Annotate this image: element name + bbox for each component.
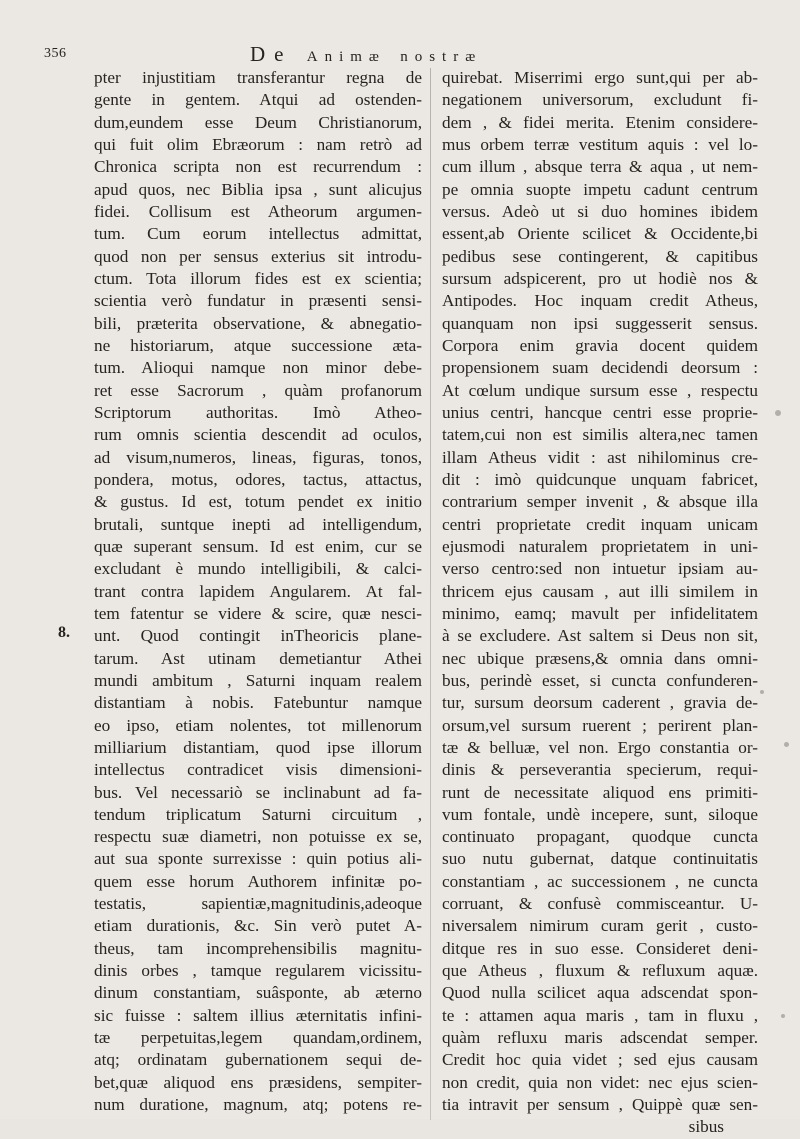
left-column-line: ctum. Tota illorum fides est ex scientia;	[94, 268, 422, 288]
left-column-line: tum. Cum eorum intellectus admittat,	[94, 224, 422, 244]
right-column-line: Antipodes. Hoc inquam credit Atheus,	[442, 291, 758, 311]
left-text-column	[94, 67, 422, 1116]
left-column-line: & gustus. Id est, totum pendet ex initio	[94, 492, 422, 512]
marginal-note: 8.	[58, 624, 70, 641]
left-column-line: dinis orbes , tamque regularem vicissitu-	[94, 961, 422, 981]
right-column-line: verso centro:sed non intuetur ipsiam au-	[442, 559, 758, 579]
left-column-line: rum omnis scientia descendit ad oculos,	[94, 425, 422, 445]
right-column-line: At cœlum undique sursum esse , respectu	[442, 380, 758, 400]
right-column-line: mus orbem terræ vestitum aquis : vel lo-	[442, 134, 758, 154]
left-column-line: quæ superant sensum. Id est enim, cur se	[94, 536, 422, 556]
running-head-part-2: Animæ	[306, 49, 386, 65]
running-head-part-1: De	[250, 42, 293, 66]
left-column-line: bili, præterita observatione, & abnegatio-	[94, 313, 422, 333]
left-column-line: sic fuisse : saltem illius æternitatis infini-	[94, 1005, 422, 1025]
right-column-line: illam Atheus vidit : ast nihilominus cre-	[442, 447, 758, 467]
right-column-line: dinis & perseverantia specierum, requi-	[442, 760, 758, 780]
left-column-line: quem esse horum Authorem infinitæ po-	[94, 871, 422, 891]
paper-speck	[760, 690, 764, 694]
left-column-line: aut sua sponte surrexisse : quin potius ali-	[94, 849, 422, 869]
right-column-line: versus. Adeò ut si duo homines ibidem	[442, 201, 758, 221]
left-column-line: trant contra lapidem Angularem. At fal-	[94, 581, 422, 601]
left-column-line: apud quos, nec Biblia ipsa , sunt alicujus	[94, 179, 422, 199]
right-column-line: minimo, eamq; mavult per infidelitatem	[442, 603, 758, 623]
left-column-line: unt. Quod contingit inTheoricis plane-	[94, 626, 422, 646]
paper-speck	[775, 410, 781, 416]
left-column-line: bet,quæ aliquod ens præsidens, sempiter-	[94, 1072, 422, 1092]
left-column-line: milliarium distantiam, quod ipse illorum	[94, 737, 422, 757]
left-column-line: respectu suæ diametri, non potuisse ex se,	[94, 827, 422, 847]
right-column-line: essent,ab Oriente scilicet & Occidente,bi	[442, 224, 758, 244]
right-column-line: ejusmodi naturalem proprietatem in uni-	[442, 536, 758, 556]
left-column-line: bus. Vel necessariò se inclinabunt ad fa-	[94, 782, 422, 802]
right-column-line: constantiam , ac successionem , ne cuncta	[442, 871, 758, 891]
left-column-line: pter injustitiam transferantur regna de	[94, 68, 422, 87]
right-column-line: cum illum , absque terra & aqua , ut nem-	[442, 157, 758, 177]
paper-speck	[784, 742, 789, 747]
running-head	[250, 42, 482, 67]
left-column-line: eo ipso, etiam nolentes, tot millenorum	[94, 715, 422, 735]
left-column-line: tendum triplicatum Saturni circuitum ,	[94, 804, 422, 824]
left-column-line: fidei. Collisum est Atheorum argumen-	[94, 201, 422, 221]
left-column-line: atq; ordinatam gubernationem sequi de-	[94, 1050, 422, 1070]
right-column-line: suo nutu gubernat, datque continuitatis	[442, 849, 758, 869]
right-column-line: quàm refluxu maris adscendat semper.	[442, 1028, 758, 1048]
left-column-line: brutali, suntque inepti ad intelligendum,	[94, 514, 422, 534]
left-column-line: mundi ambitum , Saturni inquam realem	[94, 670, 422, 690]
left-column-line: ret esse Sacrorum , quàm profanorum	[94, 380, 422, 400]
running-head-part-3: nostræ	[400, 49, 483, 65]
left-column-line: tem fatentur se videre & scire, quæ nesci-	[94, 603, 422, 623]
right-column-line: ditque res in suo esse. Consideret deni-	[442, 938, 758, 958]
right-column-line: sursum adspicerent, pro ut hodiè nos &	[442, 268, 758, 288]
right-column-line: orsum,vel sursum ruerent ; perirent plan-	[442, 715, 758, 735]
right-column-line: tatem,cui non est similis altera,nec tamen	[442, 425, 758, 445]
right-column-line: pedibus sese contingerent, & capitibus	[442, 246, 758, 266]
left-column-line: distantiam à nobis. Fatebuntur namque	[94, 693, 422, 713]
left-column-line: num duratione, magnum, atq; potens re-	[94, 1095, 422, 1115]
right-column-line: nec ubique præsens,& omnia dans omni-	[442, 648, 758, 668]
right-column-line: propensionem suam decidendi deorsum :	[442, 358, 758, 378]
left-column-line: scientia verò fundatur in præsenti sensi-	[94, 291, 422, 311]
right-text-column	[442, 67, 758, 1139]
right-column-line: tur, sursum deorsum caderent , gravia de-	[442, 693, 758, 713]
right-column-line: quirebat. Miserrimi ergo sunt,qui per ab-	[442, 68, 758, 87]
right-column-line: Quod nulla scilicet aqua adscendat spon-	[442, 983, 758, 1003]
left-column-line: ne historiarum, atque successione æta-	[94, 335, 422, 355]
right-column-line: sibus	[688, 1117, 724, 1137]
left-column-line: intellectus contradicet visis dimensioni-	[94, 760, 422, 780]
right-column-line: Credit hoc quia videt ; sed ejus causam	[442, 1050, 758, 1070]
right-column-line: negationem universorum, excludunt fi-	[442, 90, 758, 110]
left-column-line: theus, tam incomprehensibilis magnitu-	[94, 938, 422, 958]
left-column-line: dum,eundem esse Deum Christianorum,	[94, 112, 422, 132]
left-column-line: dinum constantiam, suâsponte, ab æterno	[94, 983, 422, 1003]
right-column-line: bus, perindè esset, si cuncta confunderen-	[442, 670, 758, 690]
right-column-line: thricem ejus causam , aut illi similem in	[442, 581, 758, 601]
right-column-line: contrarium semper invenit , & absque illa	[442, 492, 758, 512]
right-column-line: dit : imò quidcunque unquam fabricet,	[442, 469, 758, 489]
left-column-line: excludant è mundo intelligibili, & calci-	[94, 559, 422, 579]
left-column-line: gente in gentem. Atqui ad ostenden-	[94, 90, 422, 110]
right-column-line: vum fontale, undè incepere, sunt, siloque	[442, 804, 758, 824]
page-number: 356	[44, 46, 67, 61]
right-column-line: quanquam non ipsi suggesserit sensus.	[442, 313, 758, 333]
right-column-line: runt de necessitate aliquod ens primiti-	[442, 782, 758, 802]
right-column-line: pe omnia suopte impetu cadunt centrum	[442, 179, 758, 199]
left-column-line: etiam durationis, &c. Sin verò putet A-	[94, 916, 422, 936]
right-column-line: que Atheus , fluxum & refluxum aquæ.	[442, 961, 758, 981]
right-column-line: à se excludere. Ast saltem si Deus non sit,	[442, 626, 758, 646]
column-divider	[430, 68, 431, 1120]
left-column-line: pondera, motus, odores, tactus, attactus,	[94, 469, 422, 489]
left-column-line: Scriptorum authoritas. Imò Atheo-	[94, 402, 422, 422]
right-column-line: unius centri, hancque centri esse proprie-	[442, 402, 758, 422]
right-column-line: niversalem nimirum curam gerit , custo-	[442, 916, 758, 936]
right-column-line: continuato propagant, quodque cuncta	[442, 827, 758, 847]
left-column-line: quod non per sensus exterius sit introdu-	[94, 246, 422, 266]
left-column-line: tæ perpetuitas,legem quandam,ordinem,	[94, 1028, 422, 1048]
left-column-line: ad visum,numeros, lineas, figuras, tonos,	[94, 447, 422, 467]
right-column-line: corruant, & confusè commisceantur. U-	[442, 894, 758, 914]
left-column-line: tum. Alioqui namque non minor debe-	[94, 358, 422, 378]
right-column-line: centri proprietate credit inquam unicam	[442, 514, 758, 534]
right-column-line: tia intravit per sensum , Quippè quæ sen-	[442, 1095, 758, 1115]
right-column-line: Corpora enim gravia docent quidem	[442, 335, 758, 355]
right-column-line: tæ & belluæ, vel non. Ergo constantia or-	[442, 737, 758, 757]
right-column-line: te : attamen aqua maris , tam in fluxu ,	[442, 1005, 758, 1025]
paper-speck	[781, 1014, 785, 1018]
left-column-line: qui fuit olim Ebræorum : nam retrò ad	[94, 134, 422, 154]
right-column-line: non credit, quia non videt: nec ejus scien-	[442, 1072, 758, 1092]
left-column-line: Chronica scripta non est recurrendum :	[94, 157, 422, 177]
left-column-line: tarum. Ast utinam demetiantur Athei	[94, 648, 422, 668]
right-column-line: dem , & fidei merita. Etenim considere-	[442, 112, 758, 132]
left-column-line: testatis, sapientiæ,magnitudinis,adeoque	[94, 894, 422, 914]
